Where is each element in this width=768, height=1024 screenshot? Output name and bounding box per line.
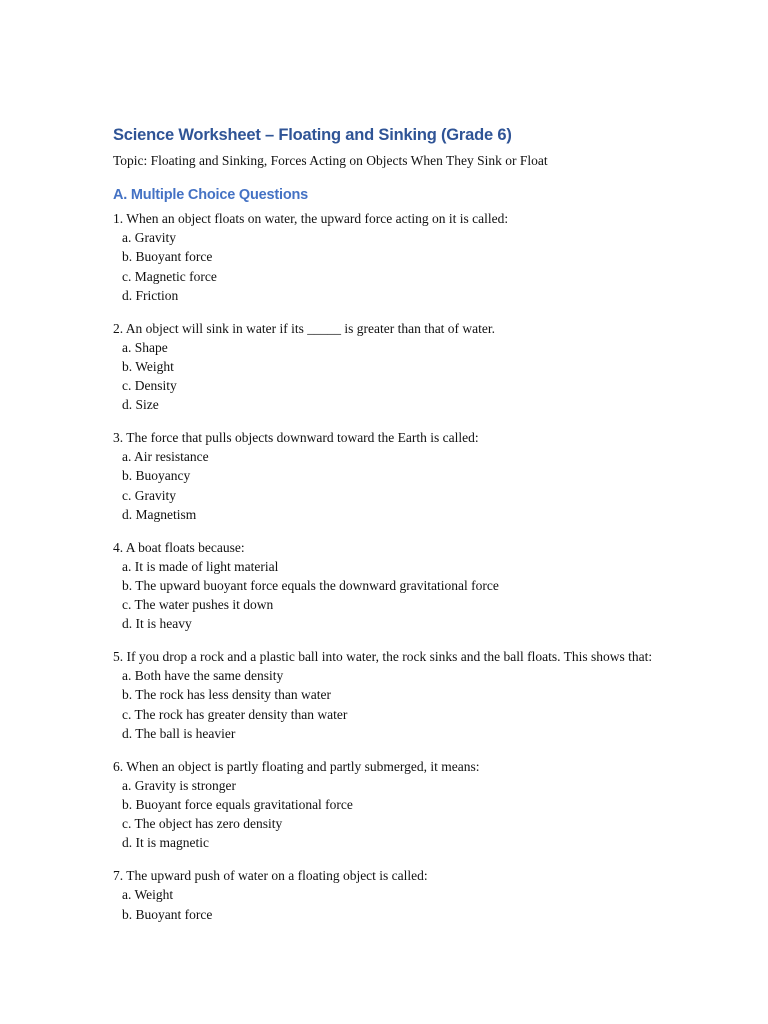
option-list bbox=[113, 557, 653, 634]
question-3 bbox=[113, 428, 653, 524]
question-text: 2. An object will sink in water if its _____ is greater than that of water. bbox=[113, 320, 496, 336]
question-text: 7. The upward push of water on a floating object is called: bbox=[113, 868, 428, 884]
option-c: c. The object has zero density bbox=[122, 816, 283, 832]
document-body bbox=[113, 124, 653, 937]
option-c: c. Gravity bbox=[122, 487, 176, 503]
question-6 bbox=[113, 757, 653, 853]
question-text: 1. When an object floats on water, the upward force acting on it is called: bbox=[113, 211, 509, 226]
option-d: d. It is heavy bbox=[122, 616, 192, 632]
option-list bbox=[113, 447, 653, 524]
question-text: 3. The force that pulls objects downward toward the Earth is called: bbox=[113, 430, 479, 446]
option-c: c. The water pushes it down bbox=[122, 597, 274, 613]
question-5 bbox=[113, 647, 653, 743]
option-list bbox=[113, 338, 653, 415]
option-d: d. The ball is heavier bbox=[122, 725, 236, 741]
option-b: b. The upward buoyant force equals the downward gravitational force bbox=[122, 577, 499, 593]
option-a: a. Both have the same density bbox=[122, 668, 284, 684]
option-b: b. The rock has less density than water bbox=[122, 687, 331, 703]
option-a: a. Gravity is stronger bbox=[122, 777, 236, 793]
option-b: b. Buoyancy bbox=[122, 468, 191, 484]
option-list bbox=[113, 228, 653, 305]
option-b: b. Buoyant force equals gravitational force bbox=[122, 796, 353, 812]
document-title: Science Worksheet – Floating and Sinking (Grade 6) bbox=[113, 126, 512, 144]
section-heading: A. Multiple Choice Questions bbox=[113, 187, 308, 203]
option-list bbox=[113, 666, 653, 743]
question-text: 6. When an object is partly floating and partly submerged, it means: bbox=[113, 758, 480, 774]
option-a: a. It is made of light material bbox=[122, 558, 279, 574]
option-a: a. Air resistance bbox=[122, 449, 209, 465]
option-a: a. Shape bbox=[122, 339, 168, 355]
option-list bbox=[113, 776, 653, 853]
option-d: d. Magnetism bbox=[122, 506, 197, 522]
option-c: c. The rock has greater density than water bbox=[122, 706, 348, 722]
document-topic: Topic: Floating and Sinking, Forces Acting on Objects When They Sink or Float bbox=[113, 153, 548, 168]
question-text: 5. If you drop a rock and a plastic ball into water, the rock sinks and the ball floats. This shows that: bbox=[113, 649, 653, 665]
question-1 bbox=[113, 209, 653, 305]
option-b: b. Weight bbox=[122, 358, 174, 374]
option-b: b. Buoyant force bbox=[122, 906, 213, 922]
option-a: a. Gravity bbox=[122, 230, 176, 246]
option-d: d. Size bbox=[122, 397, 159, 413]
option-d: d. It is magnetic bbox=[122, 835, 209, 851]
question-2 bbox=[113, 319, 653, 415]
question-4 bbox=[113, 538, 653, 634]
option-b: b. Buoyant force bbox=[122, 249, 213, 265]
option-d: d. Friction bbox=[122, 287, 179, 303]
question-text: 4. A boat floats because: bbox=[113, 539, 245, 555]
option-c: c. Magnetic force bbox=[122, 268, 217, 284]
option-list bbox=[113, 885, 653, 923]
question-list bbox=[113, 209, 653, 924]
question-7 bbox=[113, 866, 653, 924]
option-c: c. Density bbox=[122, 378, 177, 394]
option-a: a. Weight bbox=[122, 887, 174, 903]
